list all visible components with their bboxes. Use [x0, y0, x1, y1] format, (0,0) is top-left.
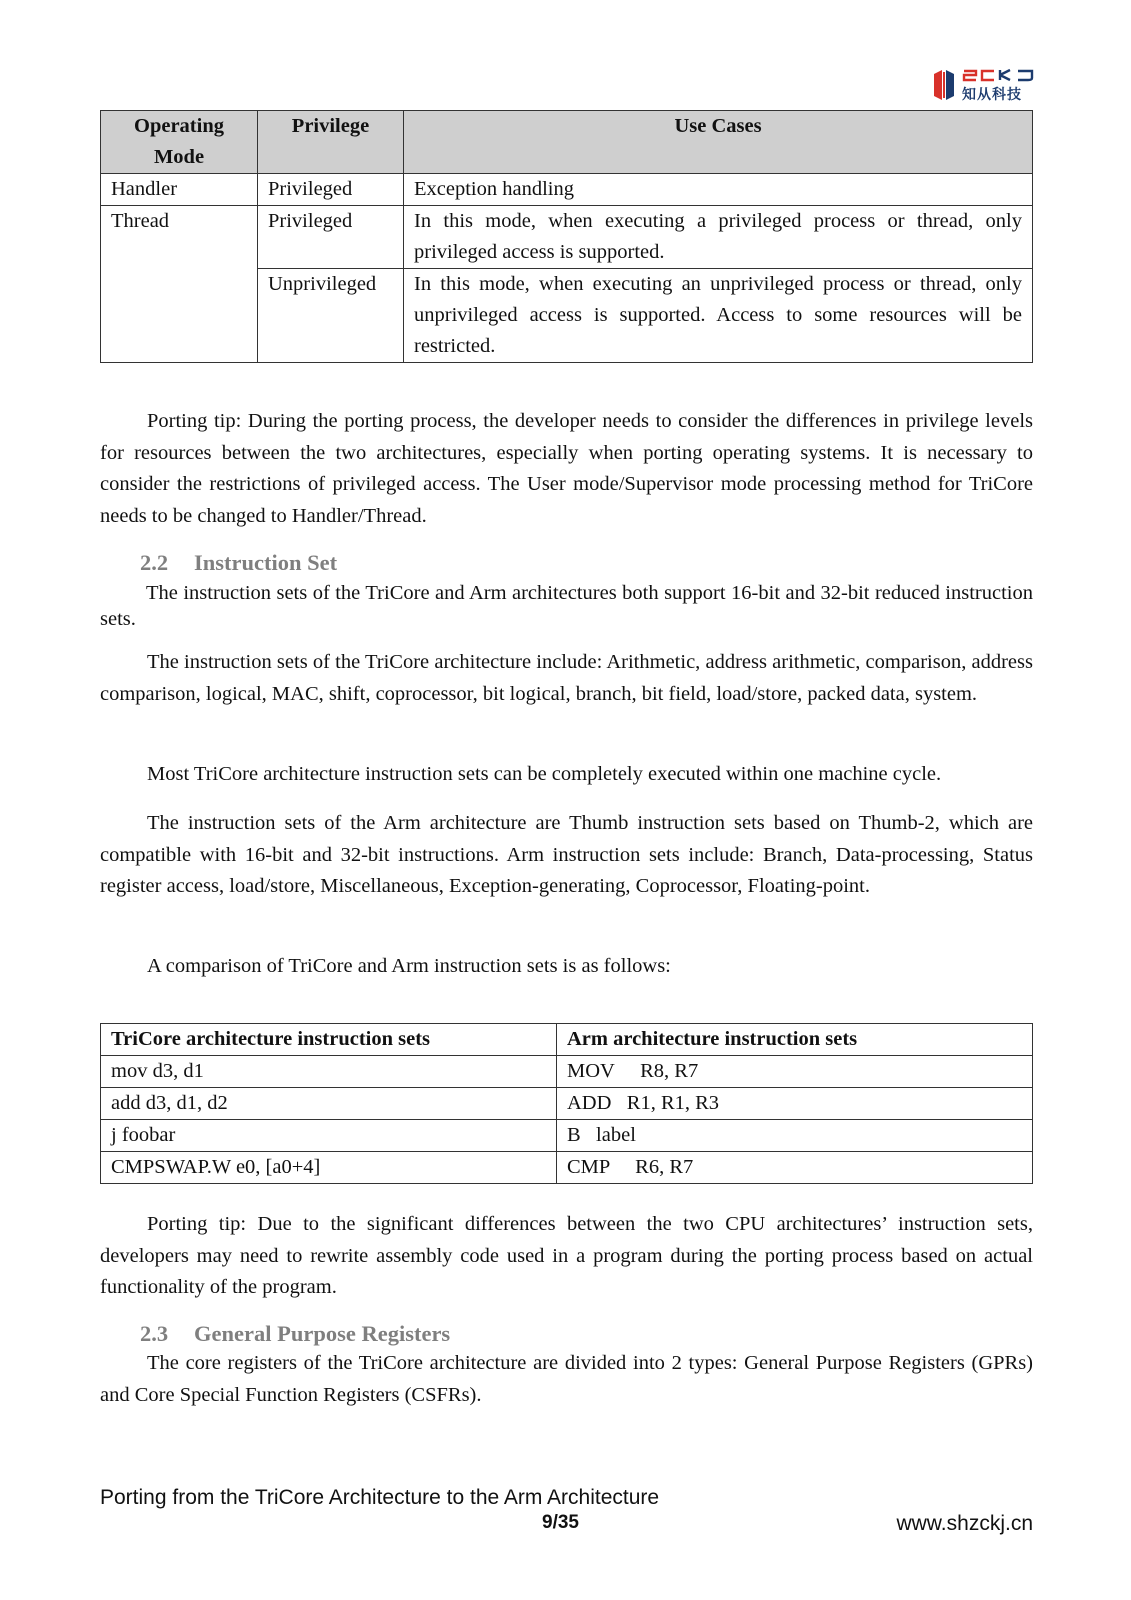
body-paragraph: The instruction sets of the Arm architecture are Thumb instruction sets based on Thumb-2, which are compatible with 16-bit and 32-bit instructions. Arm instruction sets include: Branch, Data-processing, Status register access, load/store, Miscellaneous, Exception-generating, Coprocessor, Floating-point. — [100, 812, 1033, 897]
column-header-operating-mode: Operating Mode — [101, 111, 258, 174]
table-row — [101, 1152, 1033, 1184]
column-header-privilege: Privilege — [258, 111, 404, 174]
arm-instruction-cell: B label — [557, 1120, 1033, 1152]
privilege-cell: Privileged — [258, 174, 404, 206]
privilege-table-header — [101, 111, 1033, 174]
instruction-comparison-table — [100, 1023, 1033, 1184]
footer-document-title: Porting from the TriCore Architecture to the Arm Architecture — [100, 1486, 660, 1509]
tricore-instruction-cell: add d3, d1, d2 — [101, 1088, 557, 1120]
column-header-use-cases: Use Cases — [404, 111, 1033, 174]
arm-instruction-cell: CMP R6, R7 — [557, 1152, 1033, 1184]
porting-tip-paragraph: Porting tip: During the porting process, the developer needs to consider the differences in privilege levels for resources between the two architectures, especially when porting operating systems. It is necessary to consider the restrictions of privileged access. The User mode/Supervisor mode processing method for TriCore needs to be changed to Handler/Thread. — [100, 410, 1033, 527]
section-heading — [140, 1321, 450, 1347]
section-title: General Purpose Registers — [194, 1321, 451, 1346]
section-number: 2.3 — [140, 1321, 169, 1346]
porting-tip-paragraph: Porting tip: Due to the significant differences between the two CPU architectures’ instruction sets, developers may need to rewrite assembly code used in a program during the porting process based on actual functionality of the program. — [100, 1213, 1033, 1298]
table-row — [101, 1056, 1033, 1088]
section-number: 2.2 — [140, 550, 169, 575]
tricore-instruction-cell: j foobar — [101, 1120, 557, 1152]
body-paragraph: Most TriCore architecture instruction sets can be completely executed within one machine cycle. — [147, 763, 942, 785]
use-case-cell: In this mode, when executing a privileged process or thread, only privileged access is supported. — [404, 206, 1033, 269]
body-paragraph: A comparison of TriCore and Arm instruction sets is as follows: — [147, 955, 671, 977]
use-case-cell: In this mode, when executing an unprivileged process or thread, only unprivileged access is supported. Access to some resources will be restricted. — [404, 269, 1033, 363]
footer-website-url: www.shzckj.cn — [896, 1512, 1033, 1535]
column-header-tricore: TriCore architecture instruction sets — [101, 1024, 557, 1056]
logo-wordmark-icon — [962, 68, 1036, 82]
privilege-cell: Privileged — [258, 206, 404, 269]
column-header-arm: Arm architecture instruction sets — [557, 1024, 1033, 1056]
use-case-cell: Exception handling — [404, 174, 1033, 206]
table-row — [101, 206, 1033, 269]
body-paragraph: The instruction sets of the TriCore architecture include: Arithmetic, address arithmetic, comparison, address comparison, logical, MAC, shift, coprocessor, bit logical, branch, bit field, load/store, packed data, system. — [100, 651, 1033, 705]
arm-instruction-cell: ADD R1, R1, R3 — [557, 1088, 1033, 1120]
mode-cell: Thread — [101, 206, 258, 363]
mode-cell: Handler — [101, 174, 258, 206]
table-row — [101, 1088, 1033, 1120]
section-intro-paragraph: The core registers of the TriCore architecture are divided into 2 types: General Purpose Registers (GPRs) and Core Special Function Registers (CSFRs). — [100, 1352, 1033, 1406]
section-heading — [140, 550, 337, 576]
section-title: Instruction Set — [194, 550, 338, 575]
tricore-instruction-cell: mov d3, d1 — [101, 1056, 557, 1088]
logo-emblem-icon — [932, 68, 956, 102]
tricore-instruction-cell: CMPSWAP.W e0, [a0+4] — [101, 1152, 557, 1184]
arm-instruction-cell: MOV R8, R7 — [557, 1056, 1033, 1088]
page-number: 9/35 — [542, 1512, 579, 1533]
instruction-table-header — [101, 1024, 1033, 1056]
company-logo — [932, 66, 1042, 106]
table-row — [101, 174, 1033, 206]
privilege-table — [100, 110, 1033, 363]
logo-chinese-text: 知从科技 — [962, 87, 1022, 103]
privilege-cell: Unprivileged — [258, 269, 404, 363]
table-row — [101, 1120, 1033, 1152]
section-intro-paragraph: The instruction sets of the TriCore and Arm architectures both support 16-bit and 32-bit reduced instruction sets. — [100, 582, 1033, 630]
